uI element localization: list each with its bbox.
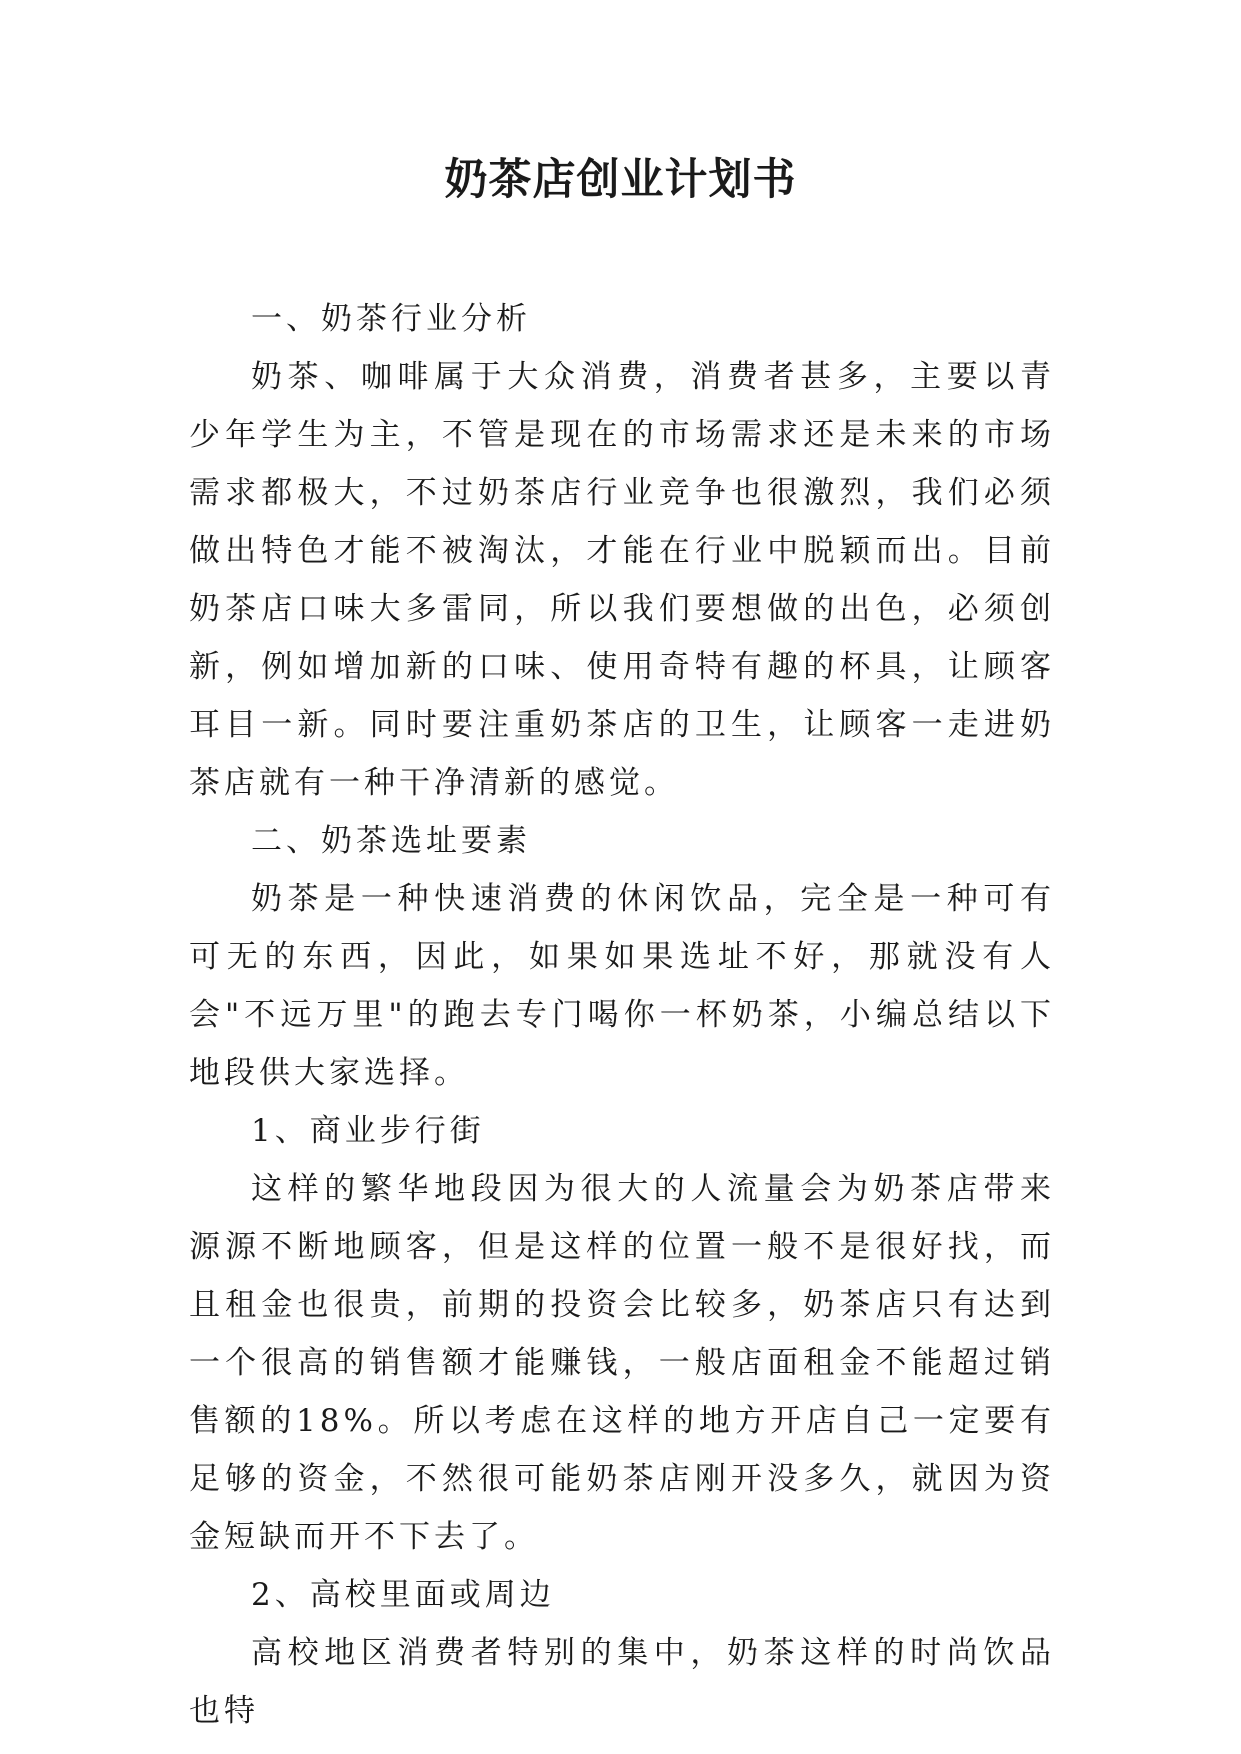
document-body bbox=[189, 290, 1055, 1740]
paragraph-industry-analysis: 奶茶、咖啡属于大众消费，消费者甚多，主要以青少年学生为主，不管是现在的市场需求还是未来的市场需求都极大，不过奶茶店行业竞争也很激烈，我们必须做出特色才能不被淘汰，才能在行业中脱颖而出。目前奶茶店口味大多雷同，所以我们要想做的出色，必须创新，例如增加新的口味、使用奇特有趣的杯具，让顾客耳目一新。同时要注重奶茶店的卫生，让顾客一走进奶茶店就有一种干净清新的感觉。 bbox=[189, 359, 1055, 801]
section-heading-site-selection: 二、奶茶选址要素 bbox=[251, 823, 531, 859]
paragraph-university: 高校地区消费者特别的集中，奶茶这样的时尚饮品也特 bbox=[189, 1635, 1055, 1729]
document-title: 奶茶店创业计划书 bbox=[444, 155, 797, 205]
section-heading-industry-analysis: 一、奶茶行业分析 bbox=[251, 301, 531, 337]
paragraph-pedestrian-street: 这样的繁华地段因为很大的人流量会为奶茶店带来源源不断地顾客，但是这样的位置一般不是很好找，而且租金也很贵，前期的投资会比较多，奶茶店只有达到一个很高的销售额才能赚钱，一般店面租金不能超过销售额的18%。所以考虑在这样的地方开店自己一定要有足够的资金，不然很可能奶茶店刚开没多久，就因为资金短缺而开不下去了。 bbox=[189, 1171, 1055, 1555]
paragraph-site-selection: 奶茶是一种快速消费的休闲饮品，完全是一种可有可无的东西，因此，如果如果选址不好，那就没有人会"不远万里"的跑去专门喝你一杯奶茶，小编总结以下地段供大家选择。 bbox=[189, 881, 1055, 1091]
subsection-heading-university: 2、高校里面或周边 bbox=[251, 1577, 555, 1613]
subsection-heading-pedestrian-street: 1、商业步行街 bbox=[251, 1113, 485, 1149]
